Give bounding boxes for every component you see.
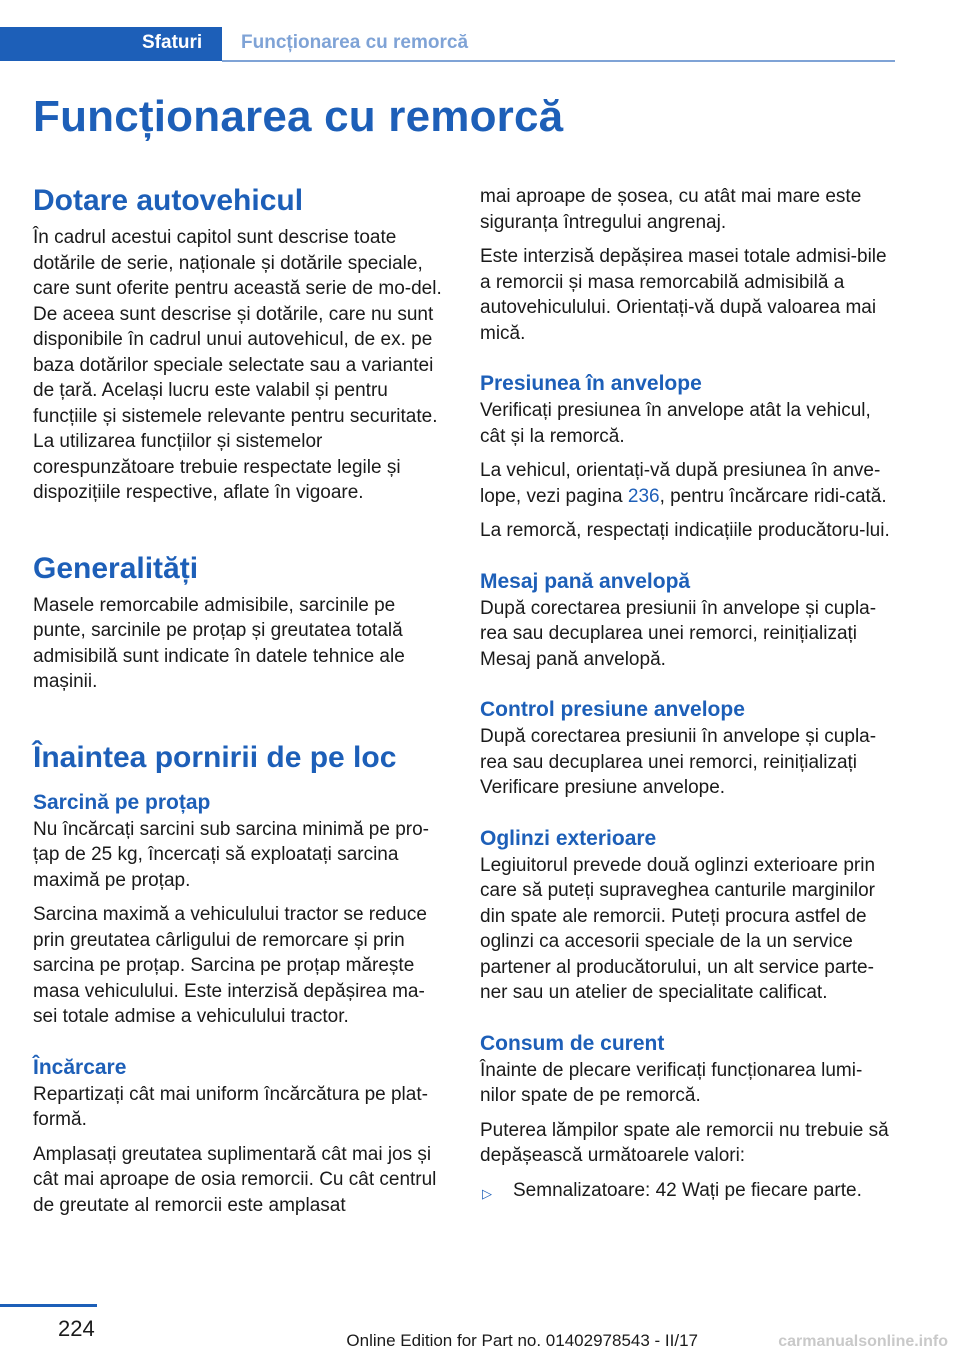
subheading-control: Control presiune anvelope (480, 698, 745, 721)
subheading-sarcina: Sarcină pe proțap (33, 790, 211, 814)
edition-note: Online Edition for Part no. 01402978543 - II/17 (346, 1331, 698, 1350)
heading-generalitati: Generalități (33, 551, 199, 585)
paragraph: Puterea lămpilor spate ale remorcii nu trebuie să depășească următoarele valori: (480, 1119, 889, 1166)
list-item (480, 1178, 896, 1207)
paragraph: Verificați presiunea în anvelope atât la vehicul, cât și la remorcă. (480, 400, 871, 447)
paragraph: Sarcina maximă a vehiculului tractor se reduce prin greutatea cârligului de remorcare și prin sarcina pe proțap. Sarcina pe proțap mărește masa vehiculului. Este interzisă depășirea ma-sei totale admise a vehiculului tractor. (33, 904, 427, 1027)
left-column (33, 180, 449, 1227)
paragraph-with-link (480, 458, 896, 509)
heading-dotare: Dotare autovehicul (33, 184, 304, 217)
paragraph: Este interzisă depășirea masei totale admisi-bile a remorcii și masa remorcabilă admisibilă a autovehiculului. Orientați-vă după valoarea mai mică. (480, 246, 887, 344)
right-column (480, 184, 896, 1206)
paragraph: După corectarea presiunii în anvelope și cupla-rea sau decuplarea unei remorci, reinițializați Mesaj pană anvelopă. (480, 597, 877, 670)
paragraph: Nu încărcați sarcini sub sarcina minimă pe pro-țap de 25 kg, încercați să exploatați sarcina maximă pe proțap. (33, 818, 429, 891)
triangle-bullet-icon: ▷ (482, 1185, 492, 1201)
header-topic[interactable]: Funcționarea cu remorcă (241, 32, 469, 53)
subheading-oglinzi: Oglinzi exterioare (480, 826, 657, 850)
list-item-text: Semnalizatoare: 42 Wați pe fiecare parte. (513, 1179, 862, 1201)
paragraph: La remorcă, respectați indicațiile producătoru-lui. (480, 520, 890, 541)
subheading-consum: Consum de curent (480, 1031, 665, 1055)
paragraph: În cadrul acestui capitol sunt descrise toate dotările de serie, naționale și dotările speciale, care sunt oferite pentru această serie de mo-del. De aceea sunt descrise și dotările, care nu sunt disponibile în cadrul unui autovehicul, de ex. pe baza dotărilor speciale selectate sau a variantei de țară. Același lucru este valabil și pentru funcțiile și sistemele relevante pentru securitate. La utilizarea funcțiilor și sistemelor corespunzătoare trebuie respectate legile și dispozițiile respective, aflate în vigoare. (33, 227, 442, 503)
paragraph: Amplasați greutatea suplimentară cât mai jos și cât mai aproape de osia remorcii. Cu cât centrul de greutate al remorcii este amplasat (33, 1143, 437, 1216)
page-number: 224 (58, 1316, 95, 1341)
heading-inaintea: Înaintea pornirii de pe loc (33, 740, 397, 774)
running-header (0, 27, 895, 61)
paragraph: Masele remorcabile admisibile, sarcinile pe punte, sarcinile pe proțap și greutatea totală admisibilă sunt indicate în datele tehnice ale mașinii. (33, 594, 405, 692)
subheading-mesaj: Mesaj pană anvelopă (480, 569, 691, 593)
paragraph: Repartizați cât mai uniform încărcătura pe plat-formă. (33, 1083, 428, 1130)
paragraph: Legiuitorul prevede două oglinzi exterioare prin care să puteți supraveghea canturile marginilor din spate ale remorcii. Puteți procura astfel de oglinzi ca accesorii speciale de la un service partener al producătorului, un alt service parte-ner sau un atelier de specialitate calificat. (480, 854, 876, 1003)
text: , pentru încărcare ridi-cată. (659, 485, 887, 507)
footer-rule (0, 1304, 97, 1307)
text: La vehicul, orientați-vă după presiunea în anve-lope, vezi pagina (480, 460, 881, 507)
page-title: Funcționarea cu remorcă (33, 92, 564, 141)
watermark: carmanualsonline.info (778, 1333, 948, 1350)
subheading-presiunea: Presiunea în anvelope (480, 372, 702, 395)
header-section-tab[interactable]: Sfaturi (0, 27, 222, 61)
paragraph: mai aproape de șosea, cu atât mai mare este siguranța întregului angrenaj. (480, 186, 862, 233)
paragraph: Înainte de plecare verificați funcționarea lumi-nilor spate de pe remorcă. (480, 1059, 863, 1106)
page-reference-link[interactable]: 236 (627, 485, 660, 507)
paragraph: După corectarea presiunii în anvelope și cupla-rea sau decuplarea unei remorci, reinițializați Verificare presiune anvelope. (480, 726, 877, 798)
subheading-incarcare: Încărcare (33, 1055, 127, 1079)
header-rule (222, 60, 895, 62)
